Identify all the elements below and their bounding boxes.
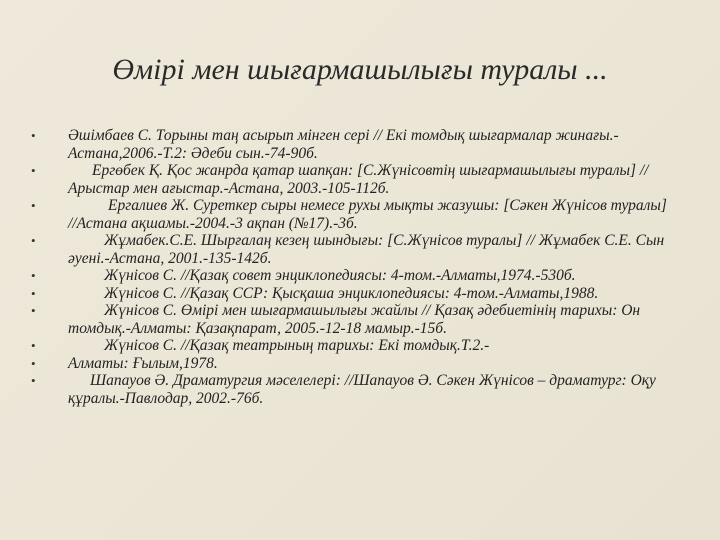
reference-text: Жүнісов С. //Қазақ театрының тарихы: Екі томдық.Т.2.-: [104, 337, 490, 354]
bullet-icon: •: [31, 163, 36, 178]
bullet-icon: •: [31, 303, 36, 318]
bullet-icon: •: [31, 233, 36, 248]
reference-list: [30, 127, 670, 407]
list-item: [30, 372, 670, 407]
list-item: [30, 302, 670, 337]
bullet-icon: •: [31, 373, 36, 388]
reference-text: Ергалиев Ж. Суреткер сыры немесе рухы мықты жазушы: [Сәкен Жүнісов туралы] //Астана ақшамы.-2004.-3 ақпан (№17).-3б.: [68, 197, 667, 232]
reference-text: Әшімбаев С. Торыны таң асырып мінген сері // Екі томдық шығармалар жинағы.-Астана,2006.-Т.2: Әдеби сын.-74-90б.: [68, 127, 619, 162]
bullet-icon: •: [31, 268, 36, 283]
list-item: [30, 197, 670, 232]
list-item: [30, 337, 670, 355]
reference-text: Жүнісов С. //Қазақ совет энциклопедиясы: 4-том.-Алматы,1974.-530б.: [104, 267, 576, 284]
bullet-icon: •: [31, 285, 36, 301]
bullet-icon: •: [31, 338, 36, 353]
bullet-icon: •: [31, 198, 36, 213]
list-item: [30, 232, 670, 267]
slide-title: Өмірі мен шығармашылығы туралы ...: [112, 53, 608, 86]
bullet-icon: •: [31, 355, 36, 371]
bullet-icon: •: [31, 128, 36, 143]
reference-text: Жүнісов С. Өмірі мен шығармашылығы жайлы // Қазақ әдебиетінің тарихы: Он томдық.-Алматы: Қазақпарат, 2005.-12-18 мамыр.-15б.: [68, 302, 641, 337]
list-item: [30, 285, 670, 303]
reference-text: Ергөбек Қ. Қос жанрда қатар шапқан: [С.Жүнісовтің шығармашылығы туралы] //Арыстар мен ағыстар.-Астана, 2003.-105-112б.: [68, 162, 649, 197]
list-item: [30, 267, 670, 285]
reference-text: Жүнісов С. //Қазақ ССР: Қысқаша энциклопедиясы: 4-том.-Алматы,1988.: [104, 284, 599, 302]
reference-text: Алматы: Ғылым,1978.: [68, 354, 218, 372]
list-item: [30, 355, 670, 373]
reference-text: Шапауов Ә. Драматургия мәселелері: //Шапауов Ә. Сәкен Жүнісов – драматург: Оқу құралы.-Павлодар, 2002.-76б.: [68, 372, 656, 407]
list-item: [30, 127, 670, 162]
reference-text: Жұмабек.С.Е. Шырғалаң кезең шындығы: [С.Жүнісов туралы] // Жұмабек С.Е. Сын әуені.-Астана, 2001.-135-142б.: [68, 232, 665, 267]
list-item: [30, 162, 670, 197]
